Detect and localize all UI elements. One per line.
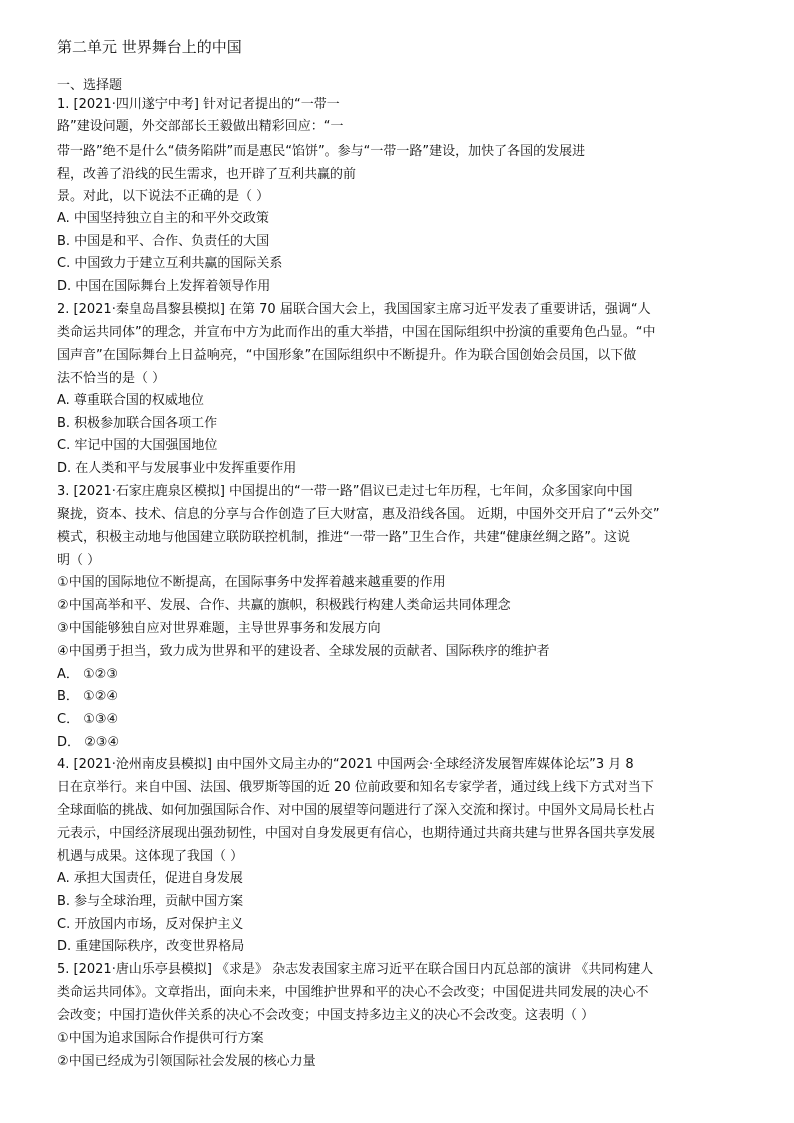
option-line: A． ①②③ bbox=[57, 667, 118, 682]
option-line: D. 在人类和平与发展事业中发挥重要作用 bbox=[57, 461, 297, 476]
text-line: 全球面临的挑战、如何加强国际合作、对中国的展望等问题进行了深入交流和探讨。中国外文局局长杜占 bbox=[57, 803, 656, 818]
text-line: 1. [2021·四川遂宁中考] 针对记者提出的“一带一 bbox=[57, 97, 340, 112]
option-line: C． ①③④ bbox=[57, 712, 119, 727]
statement-line: ②中国已经成为引领国际社会发展的核心力量 bbox=[57, 1054, 316, 1069]
section-heading: 一、选择题 bbox=[57, 78, 123, 93]
option-line: D. 重建国际秩序，改变世界格局 bbox=[57, 939, 245, 954]
text-line: 会改变；中国打造伙伴关系的决心不会改变；中国支持多边主义的决心不会改变。这表明（ ） bbox=[57, 1008, 595, 1023]
text-line: 程，改善了沿线的民生需求，也开辟了互利共赢的前 bbox=[57, 167, 357, 182]
text-line: 模式，积极主动地与他国建立联防联控机制，推进“一带一路”卫生合作，共建“健康丝绸之路”。这说 bbox=[57, 530, 630, 545]
text-line: 法不恰当的是（ ） bbox=[57, 371, 166, 386]
text-line: 带一路”绝不是什么“债务陷阱”而是惠民“馅饼”。参与“一带一路”建设，加快了各国的发展进 bbox=[57, 144, 586, 159]
option-line: A. 中国坚持独立自主的和平外交政策 bbox=[57, 211, 269, 226]
text-line: 国声音”在国际舞台上日益响亮，“中国形象”在国际组织中不断提升。作为联合国创始会员国，以下做 bbox=[57, 348, 637, 363]
statement-line: ②中国高举和平、发展、合作、共赢的旗帜，积极践行构建人类命运共同体理念 bbox=[57, 598, 511, 613]
option-line: D. 中国在国际舞台上发挥着领导作用 bbox=[57, 279, 271, 294]
option-line: C. 牢记中国的大国强国地位 bbox=[57, 438, 218, 453]
text-line: 5. [2021·唐山乐亭县模拟] 《求是》 杂志发表国家主席习近平在联合国日内瓦总部的演讲 《共同构建人 bbox=[57, 962, 654, 977]
option-line: B. 积极参加联合国各项工作 bbox=[57, 416, 218, 431]
option-line: A. 尊重联合国的权威地位 bbox=[57, 393, 204, 408]
option-line: B． ①②④ bbox=[57, 689, 119, 704]
statement-line: ①中国的国际地位不断提高，在国际事务中发挥着越来越重要的作用 bbox=[57, 575, 446, 590]
statement-line: ④中国勇于担当，致力成为世界和平的建设者、全球发展的贡献者、国际秩序的维护者 bbox=[57, 644, 550, 659]
option-line: D． ②③④ bbox=[57, 735, 120, 750]
text-line: 3. [2021·石家庄鹿泉区模拟] 中国提出的“一带一路”倡议已走过七年历程，七年间，众多国家向中国 bbox=[57, 484, 633, 499]
option-line: A. 承担大国责任，促进自身发展 bbox=[57, 871, 243, 886]
statement-line: ③中国能够独自应对世界难题，主导世界事务和发展方向 bbox=[57, 621, 381, 636]
text-line: 日在京举行。来自中国、法国、俄罗斯等国的近 20 位前政要和知名专家学者，通过线上线下方式对当下 bbox=[57, 780, 654, 795]
option-line: B. 中国是和平、合作、负责任的大国 bbox=[57, 234, 270, 249]
text-line: 景。对此，以下说法不正确的是（ ） bbox=[57, 189, 270, 204]
text-line: 机遇与成果。这体现了我国（ ） bbox=[57, 849, 244, 864]
text-line: 类命运共同体”的理念，并宣布中方为此而作出的重大举措，中国在国际组织中扮演的重要角色凸显。“中 bbox=[57, 325, 656, 340]
option-line: C. 中国致力于建立互利共赢的国际关系 bbox=[57, 256, 283, 271]
document-title: 第二单元 世界舞台上的中国 bbox=[57, 38, 242, 56]
text-line: 2. [2021·秦皇岛昌黎县模拟] 在第 70 届联合国大会上，我国国家主席习近平发表了重要讲话，强调“人 bbox=[57, 302, 651, 317]
option-line: B. 参与全球治理，贡献中国方案 bbox=[57, 894, 244, 909]
text-line: 类命运共同体》。文章指出，面向未来，中国维护世界和平的决心不会改变；中国促进共同发展的决心不 bbox=[57, 985, 649, 1000]
option-line: C. 开放国内市场，反对保护主义 bbox=[57, 917, 244, 932]
text-line: 明（ ） bbox=[57, 553, 101, 568]
text-line: 元表示，中国经济展现出强劲韧性，中国对自身发展更有信心，也期待通过共商共建与世界各国共享发展 bbox=[57, 826, 656, 841]
text-line: 聚拢，资本、技术、信息的分享与合作创造了巨大财富，惠及沿线各国。 近期，中国外交开启了“云外交” bbox=[57, 507, 660, 522]
statement-line: ①中国为追求国际合作提供可行方案 bbox=[57, 1031, 264, 1046]
text-line: 4. [2021·沧州南皮县模拟] 由中国外文局主办的“2021 中国两会·全球经济发展智库媒体论坛”3 月 8 bbox=[57, 757, 634, 772]
text-line: 路”建设问题，外交部部长王毅做出精彩回应：“一 bbox=[57, 119, 344, 134]
